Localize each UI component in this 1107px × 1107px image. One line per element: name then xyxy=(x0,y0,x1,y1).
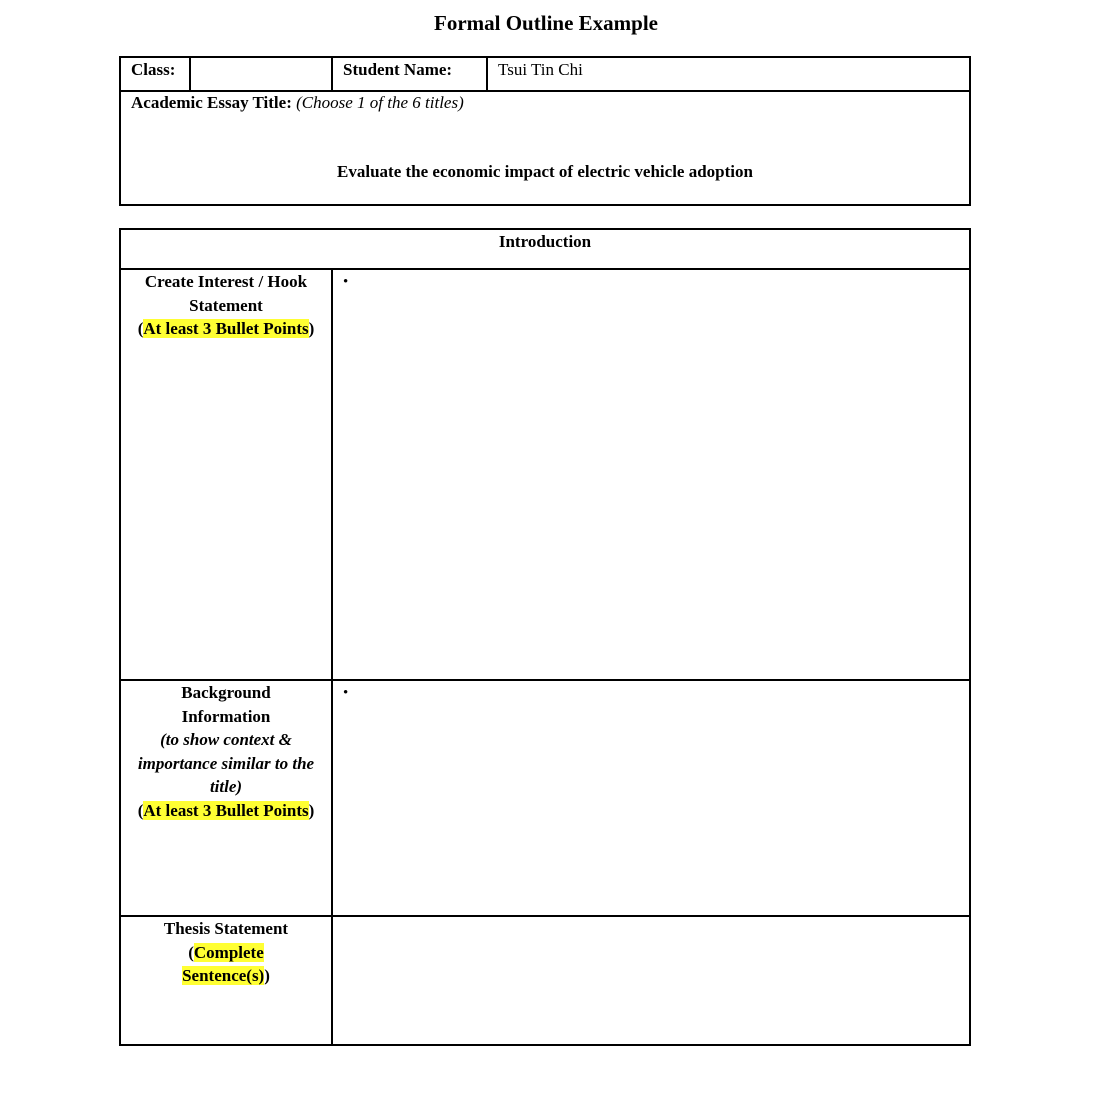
introduction-table xyxy=(119,228,971,1046)
student-name-label: Student Name: xyxy=(331,58,486,90)
background-bullet: • xyxy=(343,685,349,701)
header-row-class-student xyxy=(121,58,969,92)
background-requirement: (At least 3 Bullet Points) xyxy=(137,800,315,820)
introduction-heading: Introduction xyxy=(121,230,969,270)
essay-title-hint: (Choose 1 of the 6 titles) xyxy=(296,93,464,112)
thesis-requirement: (Complete Sentence(s)) xyxy=(182,942,270,985)
thesis-requirement-highlight: Complete Sentence(s) xyxy=(182,942,265,985)
header-table xyxy=(119,56,971,206)
page-title: Formal Outline Example xyxy=(434,11,658,35)
background-label-cell xyxy=(121,681,333,915)
hook-bullet: • xyxy=(343,274,349,290)
essay-title-label: Academic Essay Title: xyxy=(131,93,292,112)
class-field[interactable] xyxy=(189,58,331,90)
hook-label-cell xyxy=(121,270,333,679)
hook-label: Create Interest / Hook Statement xyxy=(144,272,308,315)
background-hint: (to show context & importance similar to the title) xyxy=(137,730,315,796)
hook-requirement: (At least 3 Bullet Points) xyxy=(137,319,315,338)
thesis-label-cell xyxy=(121,917,333,1044)
essay-title[interactable]: Evaluate the economic impact of electric vehicle adoption xyxy=(337,162,753,181)
hook-requirement-highlight: At least 3 Bullet Points xyxy=(143,319,309,338)
background-content-field[interactable] xyxy=(333,681,969,915)
background-label: Background Information xyxy=(181,683,271,726)
thesis-label: Thesis Statement xyxy=(163,919,289,938)
hook-content-field[interactable] xyxy=(333,270,969,679)
thesis-row xyxy=(121,917,969,1044)
student-name-field[interactable]: Tsui Tin Chi xyxy=(486,58,969,90)
background-requirement-highlight: At least 3 Bullet Points xyxy=(143,800,309,820)
essay-title-row xyxy=(121,92,969,204)
background-row xyxy=(121,681,969,917)
hook-row xyxy=(121,270,969,681)
class-label: Class: xyxy=(131,60,176,79)
essay-title-label-group xyxy=(131,92,464,114)
thesis-content-field[interactable] xyxy=(333,917,969,1044)
